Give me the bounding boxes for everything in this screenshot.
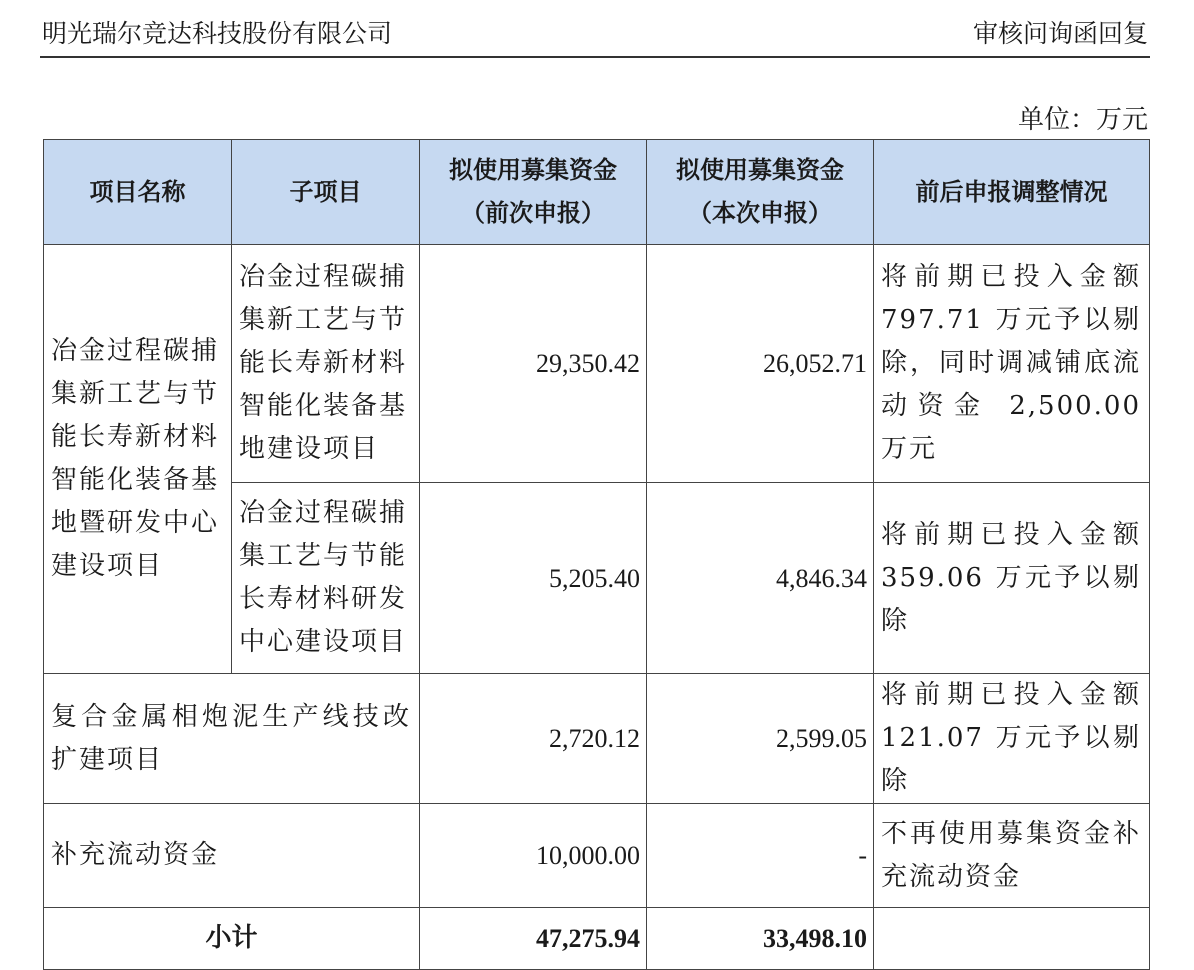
col-header-project: 项目名称	[44, 140, 232, 245]
curr-fund-cell: 26,052.71	[647, 245, 874, 483]
unit-label: 单位：万元	[1017, 105, 1148, 135]
project-name-cell: 复合金属相炮泥生产线技改扩建项目	[44, 674, 420, 804]
total-label: 小计	[44, 908, 420, 970]
col-header-subproject: 子项目	[232, 140, 420, 245]
prev-fund-cell: 29,350.42	[420, 245, 647, 483]
total-adjustment	[874, 908, 1150, 970]
col-header-curr-fund: 拟使用募集资金 （本次申报）	[647, 140, 874, 245]
total-prev-fund: 47,275.94	[420, 908, 647, 970]
project-name-cell: 冶金过程碳捕集新工艺与节能长寿新材料智能化装备基地暨研发中心建设项目	[44, 245, 232, 674]
adjustment-cell: 不再使用募集资金补充流动资金	[874, 804, 1150, 908]
total-row	[44, 908, 1150, 970]
curr-fund-cell: -	[647, 804, 874, 908]
curr-fund-cell: 2,599.05	[647, 674, 874, 804]
subproject-cell: 冶金过程碳捕集工艺与节能长寿材料研发中心建设项目	[232, 483, 420, 674]
curr-fund-cell: 4,846.34	[647, 483, 874, 674]
company-name: 明光瑞尔竞达科技股份有限公司	[42, 19, 393, 48]
col-header-adjustment: 前后申报调整情况	[874, 140, 1150, 245]
table-row	[44, 674, 1150, 804]
prev-fund-cell: 10,000.00	[420, 804, 647, 908]
fund-adjustment-table	[43, 139, 1150, 970]
document-type: 审核问询函回复	[972, 19, 1148, 48]
project-name-cell: 补充流动资金	[44, 804, 420, 908]
adjustment-cell: 将前期已投入金额359.06 万元予以剔除	[874, 483, 1150, 674]
subproject-cell: 冶金过程碳捕集新工艺与节能长寿新材料智能化装备基地建设项目	[232, 245, 420, 483]
table-row	[44, 245, 1150, 483]
table-row	[44, 804, 1150, 908]
total-curr-fund: 33,498.10	[647, 908, 874, 970]
prev-fund-cell: 2,720.12	[420, 674, 647, 804]
prev-fund-cell: 5,205.40	[420, 483, 647, 674]
adjustment-cell: 将前期已投入金额121.07 万元予以剔除	[874, 674, 1150, 804]
col-header-prev-fund: 拟使用募集资金 （前次申报）	[420, 140, 647, 245]
page-header	[40, 12, 1150, 58]
table-header-row	[44, 140, 1150, 245]
adjustment-cell: 将前期已投入金额797.71 万元予以剔除，同时调减铺底流动资金 2,500.00 万元	[874, 245, 1150, 483]
